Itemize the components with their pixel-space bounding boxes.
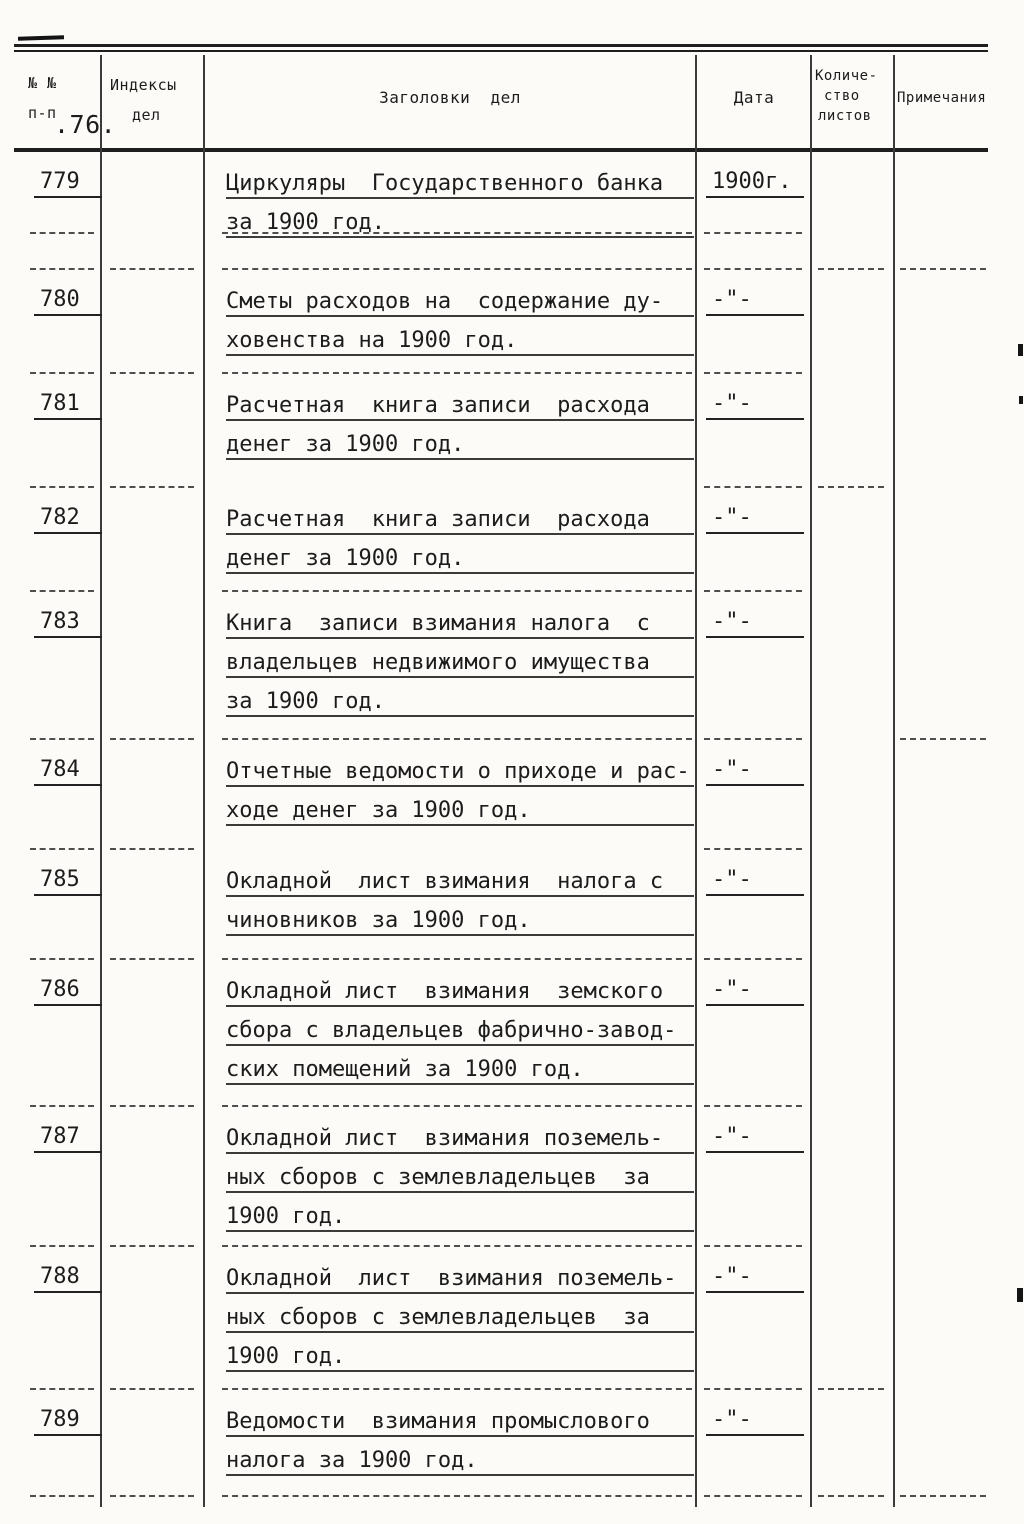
ruled-line xyxy=(110,372,194,374)
header-count-col-line1: Количе- xyxy=(815,68,878,84)
title-line: чиновников за 1900 год. xyxy=(226,897,694,936)
table-row xyxy=(0,382,1024,496)
ruled-line xyxy=(704,1495,802,1497)
top-border-line xyxy=(14,50,988,52)
entry-date: -"- xyxy=(706,866,804,896)
ruled-line xyxy=(30,590,94,592)
table-row xyxy=(0,968,1024,1115)
entry-title xyxy=(226,1398,694,1476)
ruled-line xyxy=(704,232,802,234)
scan-artifact xyxy=(18,35,64,41)
ruled-line xyxy=(30,738,94,740)
entry-date: -"- xyxy=(706,286,804,316)
ruled-line xyxy=(704,486,802,488)
ruled-line xyxy=(222,372,692,374)
title-line: Книга записи взимания налога с xyxy=(226,600,694,639)
entry-number: 779 xyxy=(34,168,102,198)
entry-number: 789 xyxy=(34,1406,102,1436)
header-number-col-line2: п-п xyxy=(28,104,57,122)
entry-date: -"- xyxy=(706,976,804,1006)
title-line: 1900 год. xyxy=(226,1333,694,1372)
ruled-line xyxy=(30,1388,94,1390)
entry-title xyxy=(226,1115,694,1232)
table-row xyxy=(0,1398,1024,1505)
table-row xyxy=(0,600,1024,748)
title-line: Расчетная книга записи расхода xyxy=(226,382,694,421)
title-line: налога за 1900 год. xyxy=(226,1437,694,1476)
entry-number: 786 xyxy=(34,976,102,1006)
entry-number: 787 xyxy=(34,1123,102,1153)
title-line: ходе денег за 1900 год. xyxy=(226,787,694,826)
entry-date: 1900г. xyxy=(706,168,804,198)
ruled-line xyxy=(704,738,802,740)
ruled-line xyxy=(818,486,884,488)
ruled-line xyxy=(110,486,194,488)
ruled-line xyxy=(900,1495,986,1497)
title-line: Отчетные ведомости о приходе и рас- xyxy=(226,748,694,787)
ruled-line xyxy=(110,1105,194,1107)
ruled-line xyxy=(900,268,986,270)
ruled-line xyxy=(30,372,94,374)
entry-title xyxy=(226,600,694,717)
ruled-line xyxy=(222,232,692,234)
entry-date: -"- xyxy=(706,390,804,420)
ruled-line xyxy=(222,1388,692,1390)
table-row xyxy=(0,858,1024,968)
header-titles-col: Заголовки дел xyxy=(379,88,521,107)
title-line: Циркуляры Государственного банка xyxy=(226,160,694,199)
scan-artifact xyxy=(1017,1288,1023,1302)
table-row xyxy=(0,160,1024,278)
entry-title xyxy=(226,1255,694,1372)
ruled-line xyxy=(704,590,802,592)
title-line: Окладной лист взимания налога с xyxy=(226,858,694,897)
entry-date: -"- xyxy=(706,504,804,534)
ruled-line xyxy=(704,372,802,374)
entry-title xyxy=(226,748,694,826)
title-line: Окладной лист взимания земского xyxy=(226,968,694,1007)
top-border-line xyxy=(14,44,988,47)
ruled-line xyxy=(222,958,692,960)
entry-number: 782 xyxy=(34,504,102,534)
header-number-col-line1: № № xyxy=(28,74,57,92)
entry-date: -"- xyxy=(706,1263,804,1293)
title-line: ских помещений за 1900 год. xyxy=(226,1046,694,1085)
ruled-line xyxy=(30,848,94,850)
scan-artifact xyxy=(1019,396,1023,404)
title-line: ных сборов с землевладельцев за xyxy=(226,1154,694,1193)
header-date-col: Дата xyxy=(733,88,775,107)
ruled-line xyxy=(222,1245,692,1247)
ruled-line xyxy=(704,848,802,850)
table-row xyxy=(0,748,1024,858)
ruled-line xyxy=(30,1495,94,1497)
title-line: 1900 год. xyxy=(226,1193,694,1232)
entry-number: 785 xyxy=(34,866,102,896)
entry-number: 783 xyxy=(34,608,102,638)
table-row xyxy=(0,278,1024,382)
title-line: ховенства на 1900 год. xyxy=(226,317,694,356)
ruled-line xyxy=(222,1105,692,1107)
ruled-line xyxy=(110,1495,194,1497)
entry-date: -"- xyxy=(706,608,804,638)
title-line: Окладной лист взимания поземель- xyxy=(226,1115,694,1154)
page-number: .76. xyxy=(54,110,117,139)
title-line: Сметы расходов на содержание ду- xyxy=(226,278,694,317)
ruled-line xyxy=(222,738,692,740)
ruled-line xyxy=(110,848,194,850)
title-line: Ведомости взимания промыслового xyxy=(226,1398,694,1437)
ruled-line xyxy=(900,738,986,740)
header-count-col-line2: ство xyxy=(824,88,860,104)
ruled-line xyxy=(818,1495,884,1497)
header-notes-col: Примечания xyxy=(897,90,987,106)
entry-number: 788 xyxy=(34,1263,102,1293)
header-separator-line xyxy=(14,148,988,152)
title-line: денег за 1900 год. xyxy=(226,535,694,574)
ruled-line xyxy=(818,268,884,270)
title-line: ных сборов с землевладельцев за xyxy=(226,1294,694,1333)
ruled-line xyxy=(110,958,194,960)
ruled-line xyxy=(110,268,194,270)
title-line: за 1900 год. xyxy=(226,678,694,717)
entry-title xyxy=(226,496,694,574)
table-row xyxy=(0,496,1024,600)
entry-number: 780 xyxy=(34,286,102,316)
ruled-line xyxy=(222,1495,692,1497)
ruled-line xyxy=(704,1105,802,1107)
ruled-line xyxy=(30,232,94,234)
entry-title xyxy=(226,160,694,238)
header-count-col-line3: листов xyxy=(818,108,872,124)
ruled-line xyxy=(30,1105,94,1107)
ruled-line xyxy=(30,486,94,488)
ruled-line xyxy=(30,268,94,270)
ruled-line xyxy=(704,958,802,960)
title-line: Расчетная книга записи расхода xyxy=(226,496,694,535)
entry-title xyxy=(226,278,694,356)
ruled-line xyxy=(222,268,692,270)
ruled-line xyxy=(704,1388,802,1390)
title-line: сбора с владельцев фабрично-завод- xyxy=(226,1007,694,1046)
entry-date: -"- xyxy=(706,1406,804,1436)
ruled-line xyxy=(110,1245,194,1247)
title-line: владельцев недвижимого имущества xyxy=(226,639,694,678)
entry-title xyxy=(226,858,694,936)
title-line: Окладной лист взимания поземель- xyxy=(226,1255,694,1294)
ruled-line xyxy=(222,590,692,592)
ruled-line xyxy=(704,1245,802,1247)
title-line: за 1900 год. xyxy=(226,199,694,238)
entry-title xyxy=(226,382,694,460)
entry-date: -"- xyxy=(706,1123,804,1153)
ruled-line xyxy=(30,958,94,960)
entry-number: 784 xyxy=(34,756,102,786)
ruled-line xyxy=(704,268,802,270)
title-line: денег за 1900 год. xyxy=(226,421,694,460)
entry-number: 781 xyxy=(34,390,102,420)
entry-date: -"- xyxy=(706,756,804,786)
ruled-line xyxy=(818,1388,884,1390)
scan-artifact xyxy=(1018,344,1023,356)
table-row xyxy=(0,1115,1024,1255)
entry-title xyxy=(226,968,694,1085)
ruled-line xyxy=(30,1245,94,1247)
header-index-col-line1: Индексы xyxy=(110,76,177,94)
ruled-line xyxy=(110,738,194,740)
header-index-col-line2: дел xyxy=(132,106,161,124)
table-row xyxy=(0,1255,1024,1398)
ruled-line xyxy=(110,1388,194,1390)
